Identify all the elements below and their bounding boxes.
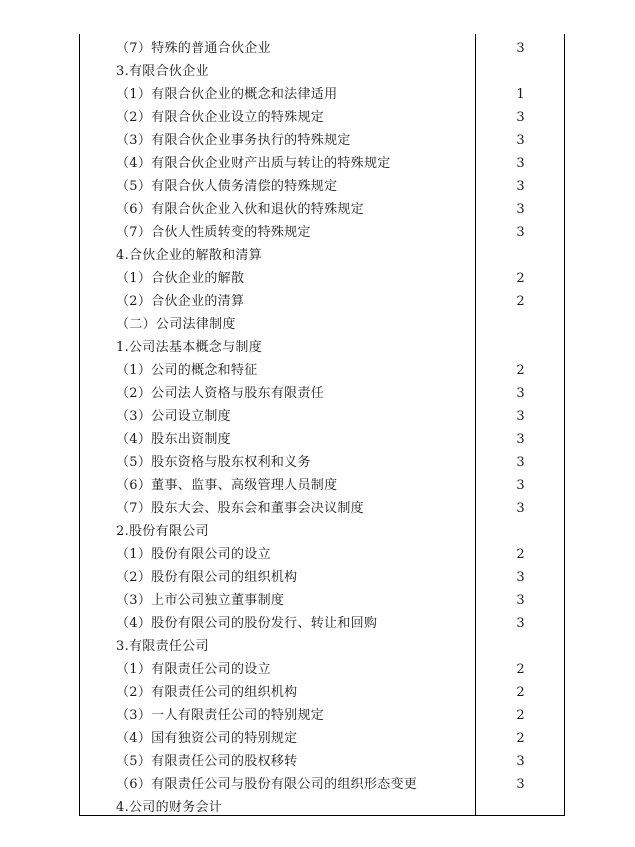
table-row <box>80 727 564 750</box>
topic-label: （2）公司法人资格与股东有限责任 <box>116 386 325 401</box>
table-row <box>80 750 564 773</box>
table-row <box>80 589 564 612</box>
topic-label: 4.合伙企业的解散和清算 <box>116 248 263 263</box>
table-row <box>80 520 564 543</box>
topic-label: 4.公司的财务会计 <box>116 800 223 815</box>
table-row <box>80 428 564 451</box>
table-row <box>80 336 564 359</box>
table-row <box>80 198 564 221</box>
topic-label: （2）合伙企业的清算 <box>116 294 245 309</box>
topic-label: 1.公司法基本概念与制度 <box>116 340 263 355</box>
table-row <box>80 382 564 405</box>
hours-value: 3 <box>516 156 525 171</box>
table-row <box>80 83 564 106</box>
table-row <box>80 681 564 704</box>
hours-value: 2 <box>516 731 525 746</box>
hours-value: 2 <box>516 708 525 723</box>
hours-value: 3 <box>516 432 525 447</box>
topic-label: 3.有限合伙企业 <box>116 64 209 79</box>
hours-value: 3 <box>516 616 525 631</box>
topic-label: （6）董事、监事、高级管理人员制度 <box>116 478 338 493</box>
topic-label: （5）股东资格与股东权利和义务 <box>116 455 311 470</box>
hours-value: 3 <box>516 570 525 585</box>
hours-value: 2 <box>516 685 525 700</box>
table-row <box>80 244 564 267</box>
topic-label: （二）公司法律制度 <box>116 317 236 332</box>
table-row <box>80 474 564 497</box>
hours-value: 3 <box>516 386 525 401</box>
topic-label: （4）国有独资公司的特别规定 <box>116 731 298 746</box>
topic-label: （7）特殊的普通合伙企业 <box>116 41 271 56</box>
hours-value: 2 <box>516 294 525 309</box>
topic-label: （1）有限责任公司的设立 <box>116 662 271 677</box>
topic-label: （6）有限合伙企业入伙和退伙的特殊规定 <box>116 202 364 217</box>
hours-value: 3 <box>516 777 525 792</box>
topic-label: （7）股东大会、股东会和董事会决议制度 <box>116 501 364 516</box>
table-row <box>80 37 564 60</box>
topic-label: 2.股份有限公司 <box>116 524 209 539</box>
hours-value: 3 <box>516 41 525 56</box>
hours-value: 3 <box>516 754 525 769</box>
table-row <box>80 405 564 428</box>
table-row <box>80 152 564 175</box>
hours-value: 2 <box>516 547 525 562</box>
topic-label: （2）有限责任公司的组织机构 <box>116 685 298 700</box>
hours-value: 3 <box>516 110 525 125</box>
topic-label: （4）股份有限公司的股份发行、转让和回购 <box>116 616 378 631</box>
topic-label: （5）有限责任公司的股权移转 <box>116 754 298 769</box>
table-row <box>80 658 564 681</box>
table-row <box>80 313 564 336</box>
topic-label: （2）股份有限公司的组织机构 <box>116 570 298 585</box>
table-row <box>80 129 564 152</box>
topic-label: （2）有限合伙企业设立的特殊规定 <box>116 110 325 125</box>
topic-label: （6）有限责任公司与股份有限公司的组织形态变更 <box>116 777 418 792</box>
hours-value: 3 <box>516 202 525 217</box>
hours-value: 1 <box>516 87 525 102</box>
table-row <box>80 497 564 520</box>
table-row <box>80 451 564 474</box>
table-row <box>80 543 564 566</box>
table-row <box>80 290 564 313</box>
table-row <box>80 60 564 83</box>
topic-label: （3）公司设立制度 <box>116 409 231 424</box>
table-row <box>80 267 564 290</box>
topic-label: （1）合伙企业的解散 <box>116 271 245 286</box>
table-row <box>80 704 564 727</box>
table-rows <box>80 37 564 819</box>
table-row <box>80 221 564 244</box>
table-row <box>80 566 564 589</box>
topic-label: （1）股份有限公司的设立 <box>116 547 271 562</box>
table-row <box>80 635 564 658</box>
table-row <box>80 106 564 129</box>
table-row <box>80 175 564 198</box>
topic-label: （3）有限合伙企业事务执行的特殊规定 <box>116 133 351 148</box>
hours-value: 3 <box>516 179 525 194</box>
hours-value: 3 <box>516 501 525 516</box>
table-row <box>80 773 564 796</box>
topic-label: 3.有限责任公司 <box>116 639 209 654</box>
hours-value: 3 <box>516 593 525 608</box>
syllabus-table <box>79 34 565 816</box>
topic-label: （3）一人有限责任公司的特别规定 <box>116 708 325 723</box>
topic-label: （5）有限合伙人债务清偿的特殊规定 <box>116 179 338 194</box>
topic-label: （1）有限合伙企业的概念和法律适用 <box>116 87 338 102</box>
hours-value: 3 <box>516 478 525 493</box>
hours-value: 3 <box>516 133 525 148</box>
hours-value: 2 <box>516 662 525 677</box>
hours-value: 2 <box>516 363 525 378</box>
table-row <box>80 796 564 819</box>
topic-label: （1）公司的概念和特征 <box>116 363 258 378</box>
hours-value: 3 <box>516 409 525 424</box>
table-row <box>80 359 564 382</box>
hours-value: 3 <box>516 225 525 240</box>
topic-label: （4）股东出资制度 <box>116 432 231 447</box>
topic-label: （7）合伙人性质转变的特殊规定 <box>116 225 311 240</box>
topic-label: （4）有限合伙企业财产出质与转让的特殊规定 <box>116 156 391 171</box>
hours-value: 2 <box>516 271 525 286</box>
hours-value: 3 <box>516 455 525 470</box>
table-row <box>80 612 564 635</box>
topic-label: （3）上市公司独立董事制度 <box>116 593 285 608</box>
